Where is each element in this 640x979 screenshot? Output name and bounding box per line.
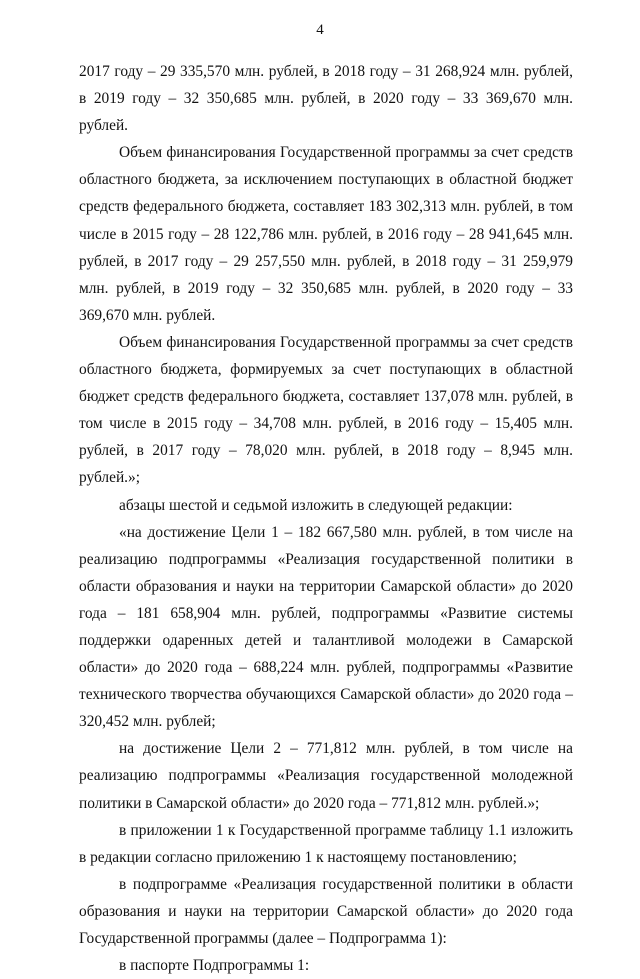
paragraph-subprogram-1-passport: в паспорте Подпрограммы 1: xyxy=(119,957,310,975)
paragraph-goal-2-funding: на достижение Цели 2 – 771,812 млн. рублей, в том числе на реализацию подпрограммы «Реализация государственной молодежной политики в Самарской области» до 2020 года – 771,812 млн. рублей.»; xyxy=(79,740,573,812)
paragraph-appendix-1-table: в приложении 1 к Государственной программе таблицу 1.1 изложить в редакции согласно приложению 1 к настоящему постановлению; xyxy=(79,821,573,866)
paragraph-federal-transfers-funding: Объем финансирования Государственной программы за счет средств областного бюджета, формируемых за счет поступающих в областной бюджет средств федерального бюджета, составляет 137,078 млн. рублей, в том числе в 2015 году – 34,708 млн. рублей, в 2016 году – 15,405 млн. рублей, в 2017 году – 78,020 млн. рублей, в 2018 году – 8,945 млн. рублей.»; xyxy=(79,333,573,487)
paragraph-regional-budget-funding: Объем финансирования Государственной программы за счет средств областного бюджета, за исключением поступающих в областной бюджет средств федерального бюджета, составляет 183 302,313 млн. рублей, в том числе в 2015 году – 28 122,786 млн. рублей, в 2016 году – 28 941,645 млн. рублей, в 2017 году – 29 257,550 млн. рублей, в 2018 году – 31 259,979 млн. рублей, в 2019 году – 32 350,685 млн. рублей, в 2020 году – 33 369,670 млн. рублей. xyxy=(79,144,573,324)
paragraph-subprogram-1: в подпрограмме «Реализация государственной политики в области образования и науки на территории Самарской области» до 2020 года Государственной программы (далее – Подпрограмма 1): xyxy=(79,875,573,947)
document-body xyxy=(79,58,573,979)
paragraph-amendment-instruction: абзацы шестой и седьмой изложить в следующей редакции: xyxy=(119,496,513,514)
paragraph-continued-funding-2017-2020: 2017 году – 29 335,570 млн. рублей, в 2018 году – 31 268,924 млн. рублей, в 2019 году – 32 350,685 млн. рублей, в 2020 году – 33 369,670 млн. рублей. xyxy=(79,63,573,135)
page-number: 4 xyxy=(316,22,324,38)
paragraph-goal-1-funding: «на достижение Цели 1 – 182 667,580 млн. рублей, в том числе на реализацию подпрограммы «Реализация государственной политики в области образования и науки на территории Самарской области» до 2020 года – 181 658,904 млн. рублей, подпрограммы «Развитие системы поддержки одаренных детей и талантливой молодежи в Самарской области» до 2020 года – 688,224 млн. рублей, подпрограммы «Развитие технического творчества обучающихся Самарской области» до 2020 года – 320,452 млн. рублей; xyxy=(79,523,573,731)
